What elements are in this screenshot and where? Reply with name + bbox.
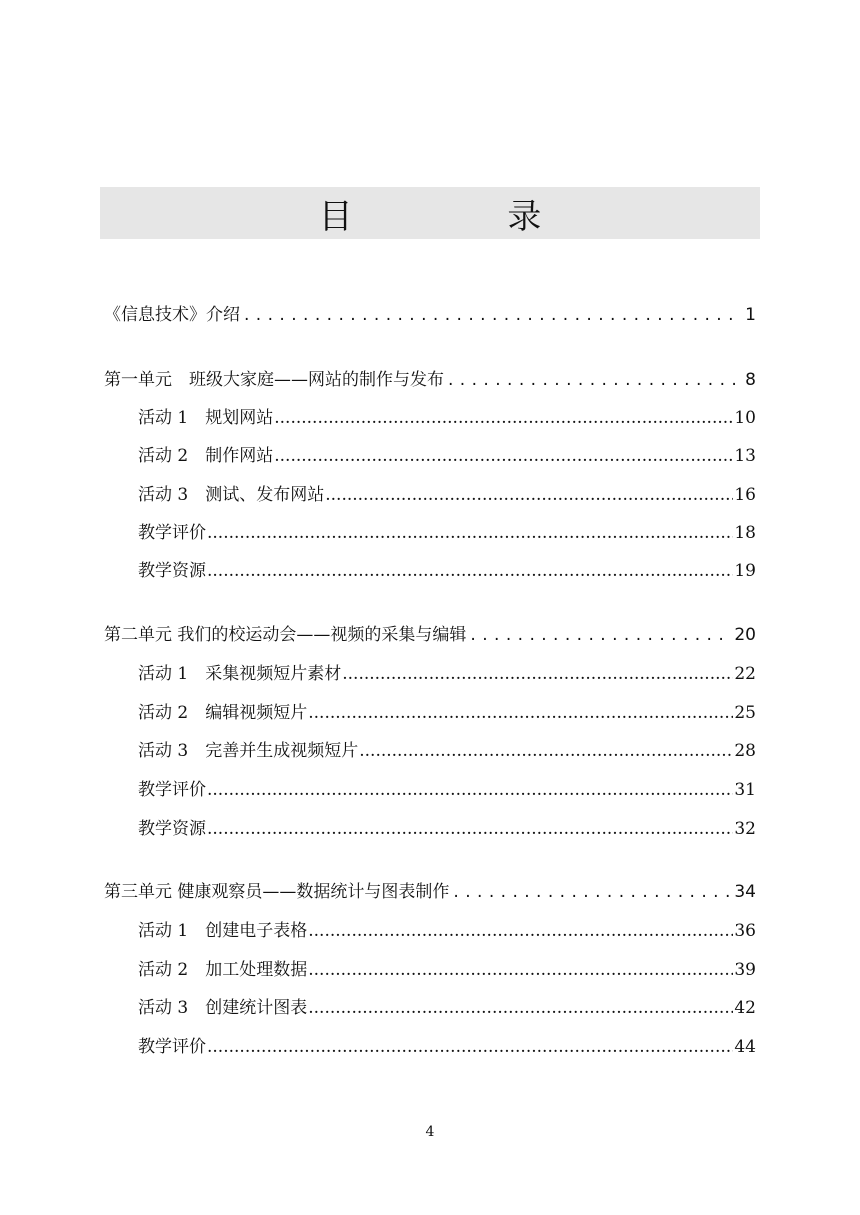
toc-entry-intro[interactable] <box>104 300 756 325</box>
dot-leader <box>342 664 733 684</box>
toc-entry-activity[interactable] <box>104 403 756 428</box>
toc-entry-page: 36 <box>734 921 756 941</box>
toc-entry-label: 活动 3 创建统计图表 <box>138 998 308 1018</box>
toc-entry-label: 《信息技术》介绍 <box>104 305 240 325</box>
toc-unit-1[interactable] <box>104 365 756 390</box>
toc-unit-2[interactable] <box>104 620 756 645</box>
page-number: 4 <box>425 1124 435 1140</box>
toc-entry-activity[interactable] <box>104 736 756 761</box>
toc-entry-label: 活动 3 测试、发布网站 <box>138 485 325 505</box>
toc-entry-label: 第二单元 我们的校运动会——视频的采集与编辑 <box>104 625 467 645</box>
toc-entry-label: 活动 1 规划网站 <box>138 408 274 428</box>
toc-entry-activity[interactable] <box>104 698 756 723</box>
toc-entry-label: 教学评价 <box>138 523 206 543</box>
toc-entry-activity[interactable] <box>104 480 756 505</box>
toc-entry-page: 8 <box>745 370 756 390</box>
dot-leader <box>308 703 733 723</box>
toc-entry-page: 16 <box>734 485 756 505</box>
dot-leader <box>207 1037 733 1057</box>
dot-leader <box>274 408 733 428</box>
toc-entry-activity[interactable] <box>104 659 756 684</box>
toc-entry-label: 第三单元 健康观察员——数据统计与图表制作 <box>104 882 450 902</box>
toc-entry-label: 第一单元 班级大家庭——网站的制作与发布 <box>104 370 444 390</box>
dot-leader <box>308 921 733 941</box>
toc-entry-page: 22 <box>734 664 756 684</box>
dot-leader <box>359 741 733 761</box>
toc-entry-page: 20 <box>734 625 756 645</box>
toc-entry-page: 25 <box>734 703 756 723</box>
toc-entry-evaluation[interactable] <box>104 1032 756 1057</box>
toc-entry-label: 教学评价 <box>138 1037 206 1057</box>
dot-leader <box>470 625 730 645</box>
toc-entry-page: 32 <box>734 819 756 839</box>
toc-entry-activity[interactable] <box>104 993 756 1018</box>
toc-entry-label: 教学资源 <box>138 819 206 839</box>
toc-unit-3[interactable] <box>104 877 756 902</box>
toc-entry-label: 活动 2 加工处理数据 <box>138 960 308 980</box>
dot-leader <box>308 960 733 980</box>
dot-leader <box>207 819 733 839</box>
toc-entry-activity[interactable] <box>104 441 756 466</box>
toc-entry-activity[interactable] <box>104 916 756 941</box>
dot-leader <box>207 780 733 800</box>
toc-entry-label: 活动 1 采集视频短片素材 <box>138 664 342 684</box>
dot-leader <box>207 523 733 543</box>
toc-entry-page: 28 <box>734 741 756 761</box>
toc-entry-page: 31 <box>734 780 756 800</box>
toc-entry-page: 19 <box>734 561 756 581</box>
dot-leader <box>244 305 741 325</box>
toc-title-band <box>100 187 760 239</box>
toc-entry-label: 活动 1 创建电子表格 <box>138 921 308 941</box>
toc-entry-page: 1 <box>745 305 756 325</box>
toc-entry-label: 活动 2 制作网站 <box>138 446 274 466</box>
dot-leader <box>325 485 733 505</box>
toc-entry-label: 活动 3 完善并生成视频短片 <box>138 741 359 761</box>
dot-leader <box>308 998 733 1018</box>
toc-entry-evaluation[interactable] <box>104 518 756 543</box>
dot-leader <box>274 446 733 466</box>
toc-title: 目 录 <box>318 196 614 237</box>
toc-entry-label: 活动 2 编辑视频短片 <box>138 703 308 723</box>
toc-entry-page: 42 <box>734 998 756 1018</box>
toc-entry-resources[interactable] <box>104 814 756 839</box>
dot-leader <box>453 882 730 902</box>
toc-entry-page: 10 <box>734 408 756 428</box>
toc-entry-resources[interactable] <box>104 556 756 581</box>
toc-entry-page: 34 <box>734 882 756 902</box>
dot-leader <box>448 370 741 390</box>
toc-entry-page: 13 <box>734 446 756 466</box>
toc-entry-label: 教学资源 <box>138 561 206 581</box>
dot-leader <box>207 561 733 581</box>
toc-entry-page: 18 <box>734 523 756 543</box>
toc-entry-page: 39 <box>734 960 756 980</box>
toc-entry-evaluation[interactable] <box>104 775 756 800</box>
toc-entry-activity[interactable] <box>104 955 756 980</box>
toc-entry-page: 44 <box>734 1037 756 1057</box>
toc-entry-label: 教学评价 <box>138 780 206 800</box>
